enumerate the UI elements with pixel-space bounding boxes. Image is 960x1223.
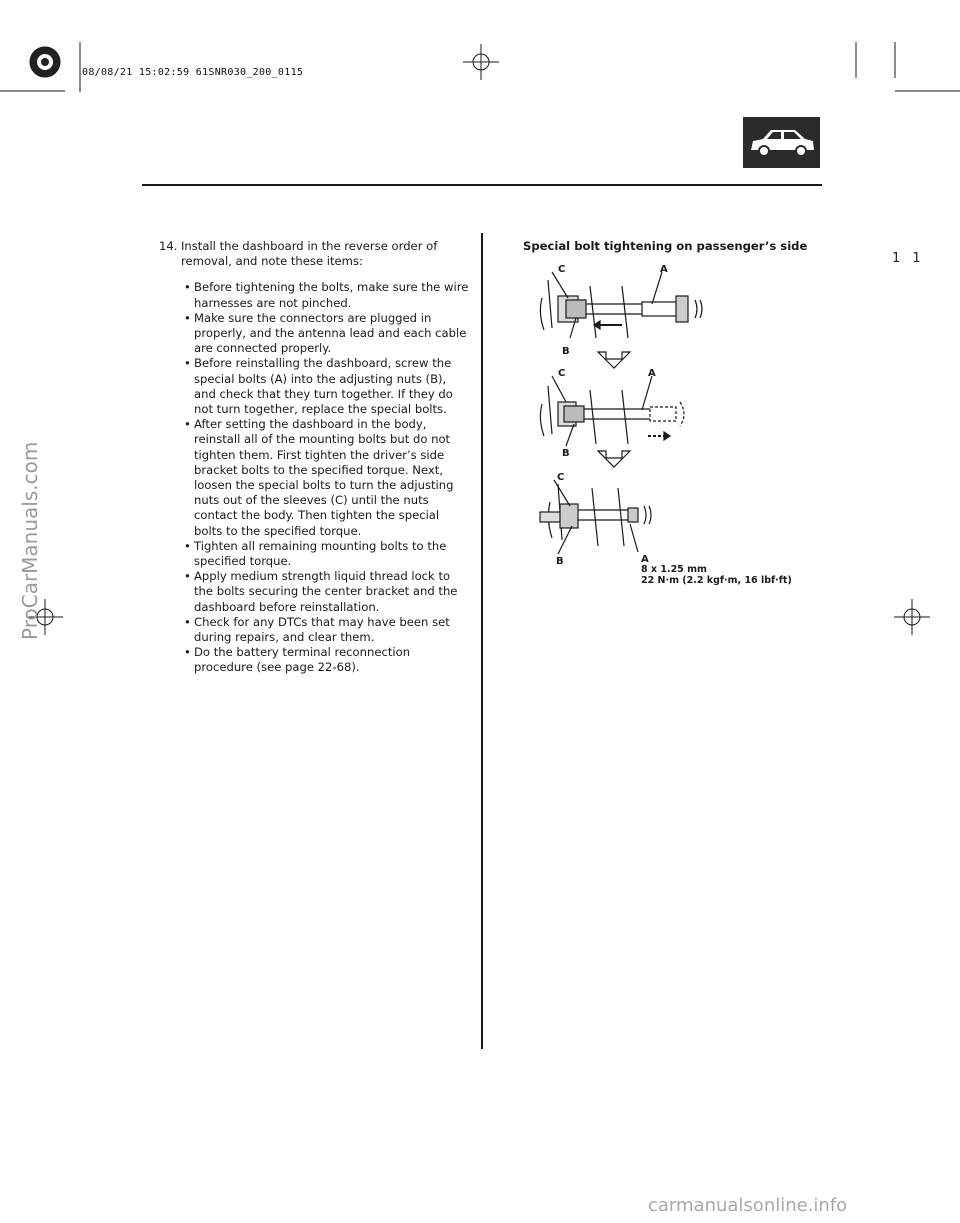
list-item: • Before tightening the bolts, make sure the wire harnesses are not pinched. <box>184 280 469 310</box>
label-a: A <box>648 368 656 379</box>
label-c: C <box>557 472 565 483</box>
torque-spec <box>641 564 792 586</box>
list-item: • Before reinstalling the dashboard, screw the special bolts (A) into the adjusting nuts (B), and check that they turn together. If they do not turn together, replace the special bolts. <box>184 356 469 417</box>
label-c: C <box>558 264 566 275</box>
label-b: B <box>562 346 570 357</box>
list-item: • After setting the dashboard in the body, reinstall all of the mounting bolts but do not tighten them. First tighten the driver’s side bracket bolts to the specified torque. Next, loosen the special bolts to turn the adjusting nuts out of the sleeves (C) until the nuts contact the body. Then tighten the special bolts to the specified torque. <box>184 417 469 539</box>
label-c: C <box>558 368 566 379</box>
illustration-step-1 <box>540 272 702 338</box>
header-rule <box>142 184 822 186</box>
label-a: A <box>660 264 668 275</box>
list-item: • Check for any DTCs that may have been set during repairs, and clear them. <box>184 615 469 645</box>
torque-value: 22 N·m (2.2 kgf·m, 16 lbf·ft) <box>641 575 792 586</box>
bolt-tightening-illustration <box>530 258 730 598</box>
next-step-arrow-icon <box>598 352 630 368</box>
label-b: B <box>556 556 564 567</box>
list-item: • Tighten all remaining mounting bolts to the specified torque. <box>184 539 469 569</box>
list-item: • Apply medium strength liquid thread lock to the bolts securing the center bracket and the dashboard before reinstallation. <box>184 569 469 615</box>
column-divider <box>481 233 483 1049</box>
list-item: • Do the battery terminal reconnection procedure (see page 22-68). <box>184 645 469 675</box>
figure-title: Special bolt tightening on passenger’s side <box>523 239 808 253</box>
car-icon <box>743 117 820 168</box>
procedure-step <box>159 239 469 676</box>
illustration-step-2 <box>540 376 684 446</box>
bolt-size: 8 x 1.25 mm <box>641 564 707 575</box>
crosshair-right-icon <box>894 599 930 635</box>
page-number: 1 1 <box>892 251 925 266</box>
next-step-arrow-icon <box>598 451 630 467</box>
print-stamp: 08/08/21 15:02:59 61SNR030_200_0115 <box>82 67 304 78</box>
section-icon-box <box>743 117 820 168</box>
list-item: • Make sure the connectors are plugged in properly, and the antenna lead and each cable are connected properly. <box>184 311 469 357</box>
side-watermark: ProCarManuals.com <box>18 441 42 640</box>
label-b: B <box>562 448 570 459</box>
crosshair-top-icon <box>463 44 499 80</box>
bottom-watermark: carmanualsonline.info <box>648 1195 848 1216</box>
registration-target-icon <box>30 47 60 77</box>
step-notes-list <box>184 280 469 675</box>
illustration-step-3 <box>540 480 651 554</box>
step-number: 14. <box>159 239 178 253</box>
label-a: A <box>641 554 649 565</box>
step-text: Install the dashboard in the reverse order of removal, and note these items: <box>181 239 438 269</box>
